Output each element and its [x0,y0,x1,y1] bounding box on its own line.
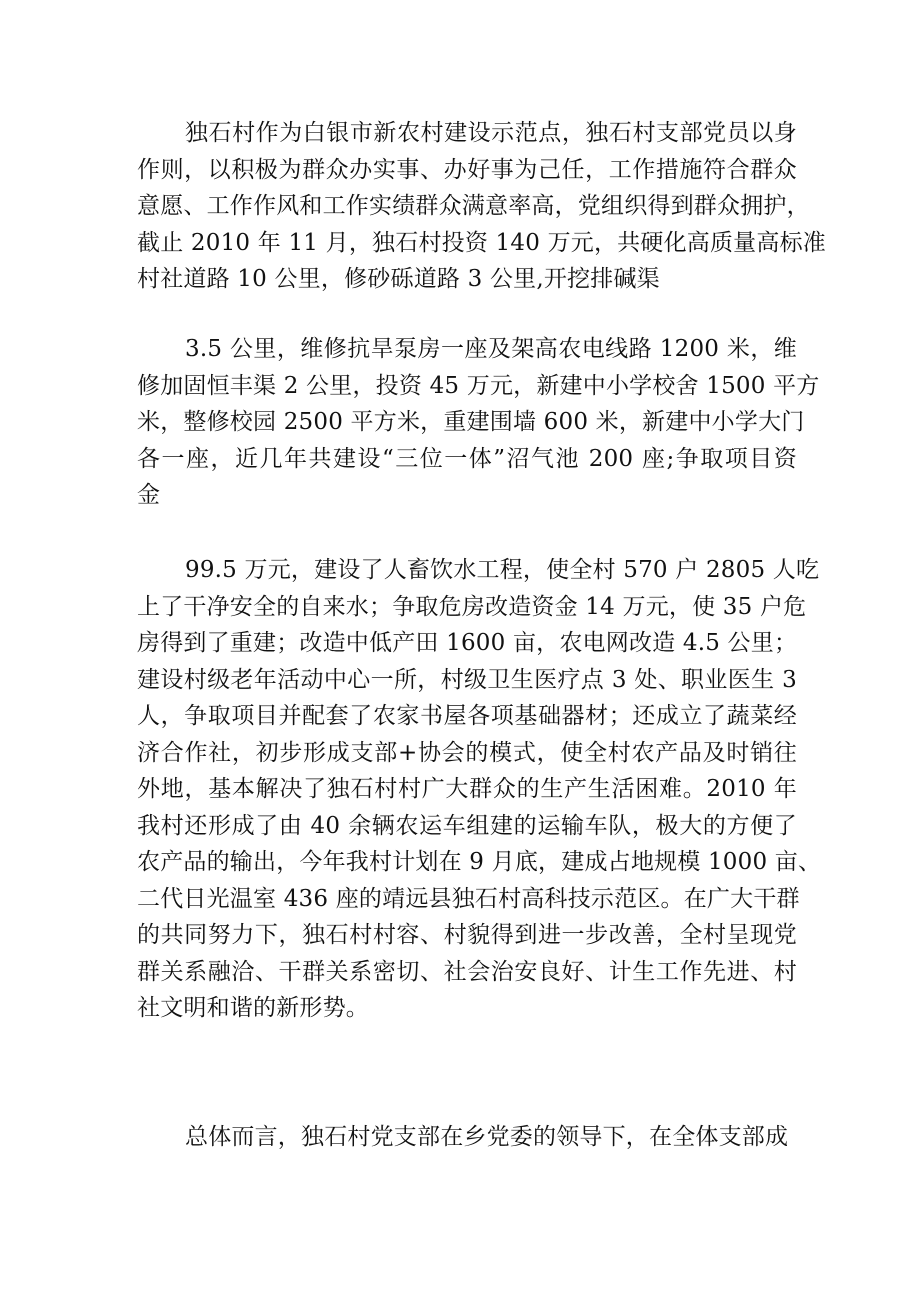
text-line: 二代日光温室 436 座的靖远县独石村高科技示范区。在广大干群 [137,885,800,912]
text-line: 独石村作为白银市新农村建设示范点，独石村支部党员以身 [185,120,797,146]
text-line: 作则，以积极为群众办实事、办好事为己任，工作措施符合群众 [137,156,797,183]
text-line: 建设村级老年活动中心一所，村级卫生医疗点 3 处、职业医生 3 [137,666,797,693]
text-line: 群关系融洽、干群关系密切、社会治安良好、计生工作先进、村 [137,958,797,985]
text-line: 的共同努力下，独石村村容、村貌得到进一步改善，全村呈现党 [137,922,797,948]
text-line: 99.5 万元，建设了人畜饮水工程，使全村 570 户 2805 人吃 [185,557,820,583]
paragraph-1 [137,115,826,298]
text-line: 意愿、工作作风和工作实绩群众满意率高，党组织得到群众拥护， [137,193,810,219]
paragraph-2 [137,331,820,514]
paragraph-3 [137,552,822,1027]
text-line: 外地，基本解决了独石村村广大群众的生产生活困难。2010 年 [137,776,797,802]
text-line: 上了干净安全的自来水；争取危房改造资金 14 万元，使 35 户危 [137,593,807,620]
paragraph-4 [137,1119,797,1156]
text-line: 人，争取项目并配套了农家书屋各项基础器材；还成立了蔬菜经 [137,703,797,729]
text-line: 修加固恒丰渠 2 公里，投资 45 万元，新建中小学校舍 1500 平方 [137,372,820,399]
text-line: 各一座，近几年共建设“三位一体”沼气池 200 座;争取项目资 [137,445,797,472]
text-line: 总体而言，独石村党支部在乡党委的领导下，在全体支部成 [185,1124,789,1150]
text-line: 房得到了重建；改造中低产田 1600 亩，农电网改造 4.5 公里； [137,630,798,656]
text-line: 截止 2010 年 11 月，独石村投资 140 万元，共硬化高质量高标准 [137,229,826,256]
text-line: 我村还形成了由 40 余辆农运车组建的运输车队，极大的方便了 [137,812,797,839]
text-line: 社文明和谐的新形势。 [137,995,369,1021]
text-line: 农产品的输出，今年我村计划在 9 月底，建成占地规模 1000 亩、 [137,849,822,875]
text-line: 金 [137,482,161,508]
text-line: 米，整修校园 2500 平方米，重建围墙 600 米，新建中小学大门 [137,409,805,435]
text-line: 3.5 公里，维修抗旱泵房一座及架高农电线路 1200 米，维 [185,336,797,362]
text-line: 村社道路 10 公里，修砂砾道路 3 公里,开挖排碱渠 [137,266,660,292]
text-line: 济合作社，初步形成支部+协会的模式，使全村农产品及时销往 [137,739,797,766]
